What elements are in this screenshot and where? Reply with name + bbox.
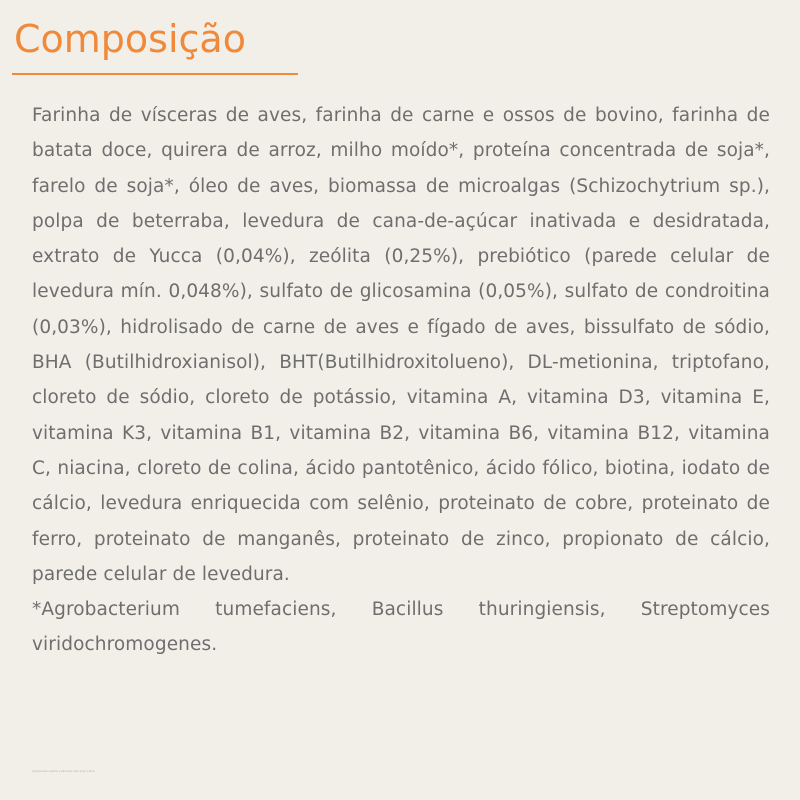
fine-print: Ingredientes sujeitos a alteração sem aviso prévio (32, 770, 95, 773)
title-underline-divider (12, 73, 298, 75)
composition-text-block (32, 98, 770, 663)
ingredients-paragraph: Farinha de vísceras de aves, farinha de carne e ossos de bovino, farinha de batata doce, quirera de arroz, milho moído*, proteína concentrada de soja*, farelo de soja*, óleo de aves, biomassa de microalgas (Schizochytrium sp.), polpa de beterraba, levedura de cana-de-açúcar inativada e desidratada, extrato de Yucca (0,04%), zeólita (0,25%), prebiótico (parede celular de levedura mín. 0,048%), sulfato de glicosamina (0,05%), sulfato de condroitina (0,03%), hidrolisado de carne de aves e fígado de aves, bissulfato de sódio, BHA (Butilhidroxianisol), BHT(Butilhidroxitolueno), DL-metionina, triptofano, cloreto de sódio, cloreto de potássio, vitamina A, vitamina D3, vitamina E, vitamina K3, vitamina B1, vitamina B2, vitamina B6, vitamina B12, vitamina C, niacina, cloreto de colina, ácido pantotênico, ácido fólico, biotina, iodato de cálcio, levedura enriquecida com selênio, proteinato de cobre, proteinato de ferro, proteinato de manganês, proteinato de zinco, propionato de cálcio, parede celular de levedura. (32, 105, 770, 585)
gmo-footnote-paragraph: *Agrobacterium tumefaciens, Bacillus thuringiensis, Streptomyces viridochromogenes. (32, 599, 770, 656)
page-title: Composição (14, 17, 246, 61)
